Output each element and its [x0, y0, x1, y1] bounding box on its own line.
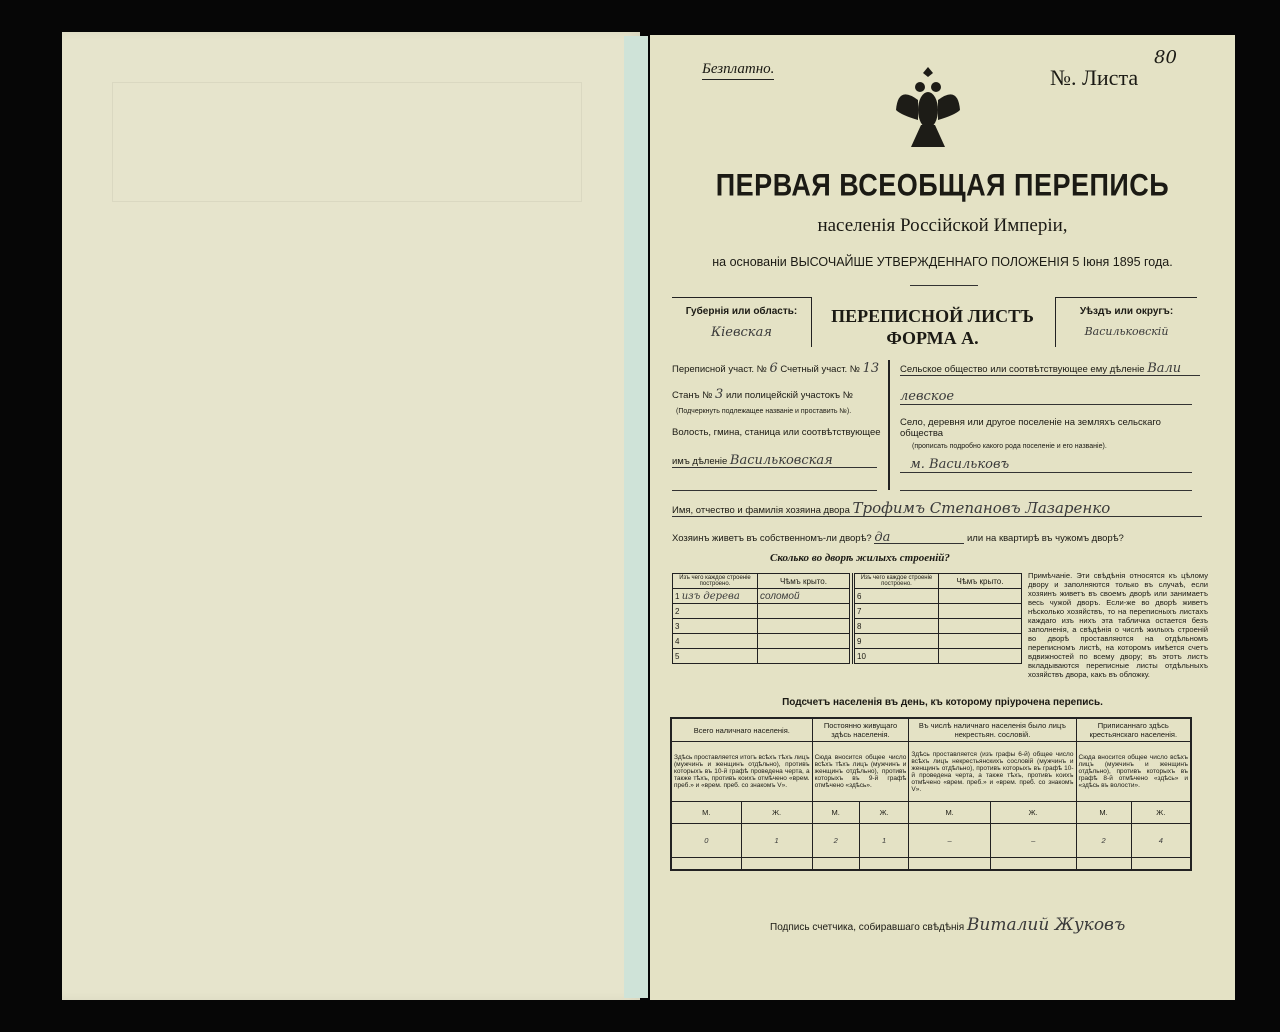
group-head: Приписаннаго здѣсь крестьянскаго населенія. — [1076, 718, 1191, 742]
society-value: Вали — [1147, 361, 1182, 376]
group-head: Всего наличнаго населенія. — [671, 718, 812, 742]
signature-label: Подпись счетчика, собиравшаго свѣдѣнія — [770, 922, 965, 933]
group-desc: Сюда вносится общее число всѣхъ лицъ (мужчинъ и женщинъ отдѣльно), противъ которыхъ въ графѣ 8-й отмѣчено «здѣсь» и «здѣсь въ волости». — [1076, 742, 1191, 802]
volost-value: Васильковская — [729, 453, 833, 468]
male-header: М. — [909, 802, 990, 824]
col-material: Изъ чего каждое строеніе построено. — [673, 574, 758, 589]
count-value: 0 — [671, 824, 741, 858]
table-row — [854, 604, 1022, 619]
owner-label: Имя, отчество и фамилія хозяина двора — [672, 505, 850, 516]
table-row — [854, 589, 1022, 604]
group-desc: Здѣсь проставляется итогъ всѣхъ тѣхъ лицъ (мужчинъ и женщинъ отдѣльно), противъ которыхъ въ 10-й графѣ проведена черта, а также тѣхъ, противъ коихъ отмѣчено «врем. преб.» и «врем. преб. со знакомъ V». — [671, 742, 812, 802]
stan-label: Станъ № — [672, 390, 713, 401]
group-desc: Сюда вносится общее число всѣхъ тѣхъ лицъ (мужчинъ и женщинъ отдѣльно), противъ которыхъ въ 9-й графѣ отмѣчено «здѣсь». — [812, 742, 909, 802]
owner-value: Трофимъ Степановъ Лазаренко — [852, 499, 1111, 517]
page-edge-strip — [624, 36, 648, 998]
gubernia-value: Кіевская — [711, 325, 772, 340]
count-value: 2 — [1076, 824, 1131, 858]
society-value-cont: левское — [900, 389, 1192, 405]
table-row — [854, 634, 1022, 649]
stan-line — [672, 389, 882, 401]
group-head: Постоянно живущаго здѣсь населенія. — [812, 718, 909, 742]
census-form-page — [650, 35, 1235, 1000]
count-value: – — [990, 824, 1076, 858]
roof-value: соломой — [758, 589, 850, 604]
left-page-blank — [62, 32, 640, 1000]
row-num: 10 — [854, 649, 939, 664]
society-label: Сельское общество или соотвѣтствующее ему дѣленіе — [900, 364, 1145, 375]
district-line — [672, 363, 882, 375]
material-value: изъ дерева — [681, 590, 740, 602]
col-material: Изъ чего каждое строеніе построено. — [854, 574, 939, 589]
count-value: 2 — [812, 824, 859, 858]
own-yard-value: да — [874, 532, 964, 544]
census-district-label: Переписной участ. № — [672, 364, 767, 375]
signature-line — [770, 915, 1125, 938]
table-row — [673, 589, 850, 604]
row-num: 1 — [675, 591, 680, 601]
uezd-box — [1055, 297, 1197, 347]
group-desc: Здѣсь проставляется (изъ графы 6-й) общее число всѣхъ лицъ некрестьянскихъ сословій (мужчинъ и женщинъ отдѣльно), противъ которыхъ въ графѣ 10-й проведена черта, а также тѣхъ, противъ коихъ отмѣчено «врем. преб.» и «врем. преб. со знакомъ V». — [909, 742, 1076, 802]
village-label: Село, деревня или другое поселеніе на земляхъ сельскаго общества — [900, 417, 1161, 439]
count-title: Подсчетъ населенія въ день, къ которому пріурочена перепись. — [782, 697, 1103, 708]
blank-line — [672, 490, 877, 491]
form-line2: ФОРМА А. — [886, 328, 979, 348]
buildings-table-1 — [672, 573, 850, 664]
row-num: 2 — [673, 604, 758, 619]
count-value: – — [909, 824, 990, 858]
col-roof: Чѣмъ крыто. — [939, 574, 1022, 589]
population-count-table — [670, 717, 1192, 871]
ornament-divider — [910, 285, 978, 286]
imperial-eagle-icon — [893, 65, 963, 150]
form-line1: ПЕРЕПИСНОЙ ЛИСТЪ — [831, 306, 1034, 326]
uezd-label: Уѣздъ или округъ: — [1079, 306, 1174, 317]
vertical-divider — [888, 360, 890, 490]
table-row — [854, 619, 1022, 634]
volost-label2: имъ дѣленіе — [672, 456, 728, 467]
female-header: Ж. — [990, 802, 1076, 824]
row-num: 9 — [854, 634, 939, 649]
row-num: 5 — [673, 649, 758, 664]
row-num: 8 — [854, 619, 939, 634]
own-yard-label: Хозяинъ живетъ въ собственномъ-ли дворѣ? — [672, 533, 872, 544]
sheet-label: №. Листа — [1050, 65, 1139, 90]
stan-hint: (Подчеркнуть подлежащее названіе и проставить №). — [676, 408, 852, 415]
volost-line — [672, 455, 877, 468]
group-head: Въ числѣ наличнаго населенія было лицъ некрестьян. сословій. — [909, 718, 1076, 742]
male-header: М. — [812, 802, 859, 824]
female-header: Ж. — [1131, 802, 1191, 824]
gubernia-label: Губернія или область: — [685, 306, 798, 317]
gubernia-box — [672, 297, 812, 347]
census-district-value: 6 — [769, 361, 778, 376]
note-text: Примѣчаніе. Эти свѣдѣнія относятся къ цѣлому двору и заполняются только въ случаѣ, если хозяинъ живетъ въ своемъ дворѣ или занимаетъ весь чужой дворъ. Если-же во дворѣ живетъ нѣсколько хозяйствъ, то на переписныхъ листахъ каждаго изъ нихъ эта табличка остается безъ заполненія, а свѣдѣнія о числѣ жилыхъ строеній во дворѣ проставляются на отдѣльномъ переписномъ листѣ, на которомъ имѣется счетъ вдвижностей по всему двору; въ этотъ листъ вкладываются переписные листы отдѣльныхъ хозяйствъ двора, какъ въ обложку. — [1028, 571, 1208, 679]
male-header: М. — [671, 802, 741, 824]
table-row — [673, 634, 850, 649]
table-row — [673, 649, 850, 664]
society-line — [900, 363, 1200, 376]
sheet-number-value: 80 — [1154, 47, 1177, 68]
row-num: 7 — [854, 604, 939, 619]
buildings-table-2 — [852, 573, 1022, 664]
count-district-label: Счетный участ. № — [780, 364, 860, 375]
volost-label: Волость, гмина, станица или соотвѣтствующее — [672, 427, 881, 438]
sheet-number — [1050, 47, 1177, 91]
form-type — [810, 305, 1055, 349]
signature-value: Виталий Жуковъ — [966, 915, 1126, 935]
female-header: Ж. — [741, 802, 812, 824]
row-num: 4 — [673, 634, 758, 649]
count-value: 1 — [859, 824, 909, 858]
blank-line — [900, 490, 1192, 491]
count-value: 1 — [741, 824, 812, 858]
stan-value: 3 — [715, 387, 724, 402]
uezd-value: Васильковскій — [1084, 325, 1169, 338]
table-row — [673, 619, 850, 634]
rent-label: или на квартирѣ въ чужомъ дворѣ? — [966, 533, 1124, 544]
owner-line — [672, 499, 1202, 517]
male-header: М. — [1076, 802, 1131, 824]
buildings-question: Сколько во дворѣ жилыхъ строеній? — [770, 552, 950, 564]
row-num: 3 — [673, 619, 758, 634]
residence-line — [672, 532, 1202, 544]
village-hint: (прописать подробно какого рода поселеніе и его названіе). — [912, 443, 1107, 450]
police-label: или полицейскій участокъ № — [725, 390, 853, 401]
form-basis: на основаніи ВЫСОЧАЙШЕ УТВЕРЖДЕННАГО ПОЛОЖЕНІЯ 5 Іюня 1895 года. — [712, 255, 1173, 269]
bleed-through — [112, 82, 582, 202]
village-value: м. Васильковъ — [900, 457, 1192, 473]
form-subtitle: населенія Россійской Имперіи, — [817, 215, 1068, 236]
count-value: 4 — [1131, 824, 1191, 858]
form-title: ПЕРВАЯ ВСЕОБЩАЯ ПЕРЕПИСЬ — [715, 167, 1170, 203]
female-header: Ж. — [859, 802, 909, 824]
col-roof: Чѣмъ крыто. — [758, 574, 850, 589]
free-label: Безплатно. — [702, 61, 774, 80]
count-district-value: 13 — [862, 361, 880, 376]
table-row — [854, 649, 1022, 664]
table-row — [673, 604, 850, 619]
row-num: 6 — [854, 589, 939, 604]
